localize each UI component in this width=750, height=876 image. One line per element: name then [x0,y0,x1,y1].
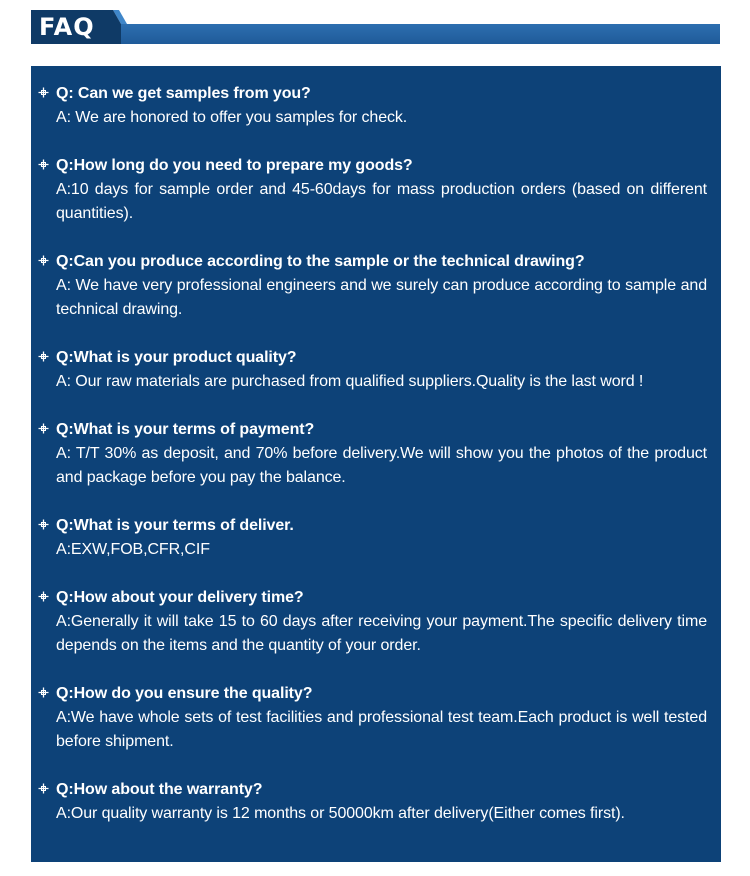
faq-item [37,778,707,826]
faq-answer: A:Our quality warranty is 12 months or 50000km after delivery(Either comes first). [56,805,625,822]
plus-icon [38,351,49,362]
faq-question: Q:Can you produce according to the sample or the technical drawing? [56,253,585,270]
plus-icon [38,591,49,602]
faq-answer: A: We are honored to offer you samples for check. [56,109,408,126]
faq-answer: A: Our raw materials are purchased from qualified suppliers.Quality is the last word ! [56,373,644,390]
faq-answer: A:Generally it will take 15 to 60 days after receiving your payment.The specific delivery time depends on the items and the quantity of your order. [56,613,707,654]
faq-answer: A: We have very professional engineers and we surely can produce according to sample and technical drawing. [56,277,707,318]
faq-question: Q:How do you ensure the quality? [56,685,313,702]
faq-item [37,154,707,226]
faq-answer: A:EXW,FOB,CFR,CIF [56,541,210,558]
faq-question: Q:What is your product quality? [56,349,297,366]
plus-icon [38,159,49,170]
faq-answer: A: T/T 30% as deposit, and 70% before delivery.We will show you the photos of the product and package before you pay the balance. [56,445,707,486]
faq-item [37,418,707,490]
plus-icon [38,519,49,530]
faq-question: Q:How long do you need to prepare my goods? [56,157,413,174]
faq-answer: A:We have whole sets of test facilities and professional test team.Each product is well tested before shipment. [56,709,707,750]
faq-answer: A:10 days for sample order and 45-60days for mass production orders (based on different quantities). [56,181,707,222]
faq-item [37,346,707,394]
faq-question: Q: Can we get samples from you? [56,85,311,102]
plus-icon [38,423,49,434]
header-bar [31,24,720,44]
faq-item [37,682,707,754]
plus-icon [38,87,49,98]
faq-panel [31,66,721,862]
faq-question: Q:How about the warranty? [56,781,263,798]
faq-item [37,82,707,130]
faq-item [37,586,707,658]
faq-question: Q:How about your delivery time? [56,589,304,606]
plus-icon [38,687,49,698]
faq-question: Q:What is your terms of payment? [56,421,315,438]
page-title: FAQ [39,13,95,41]
faq-header [31,10,721,46]
faq-item [37,250,707,322]
plus-icon [38,255,49,266]
plus-icon [38,783,49,794]
faq-question: Q:What is your terms of deliver. [56,517,294,534]
faq-item [37,514,707,562]
